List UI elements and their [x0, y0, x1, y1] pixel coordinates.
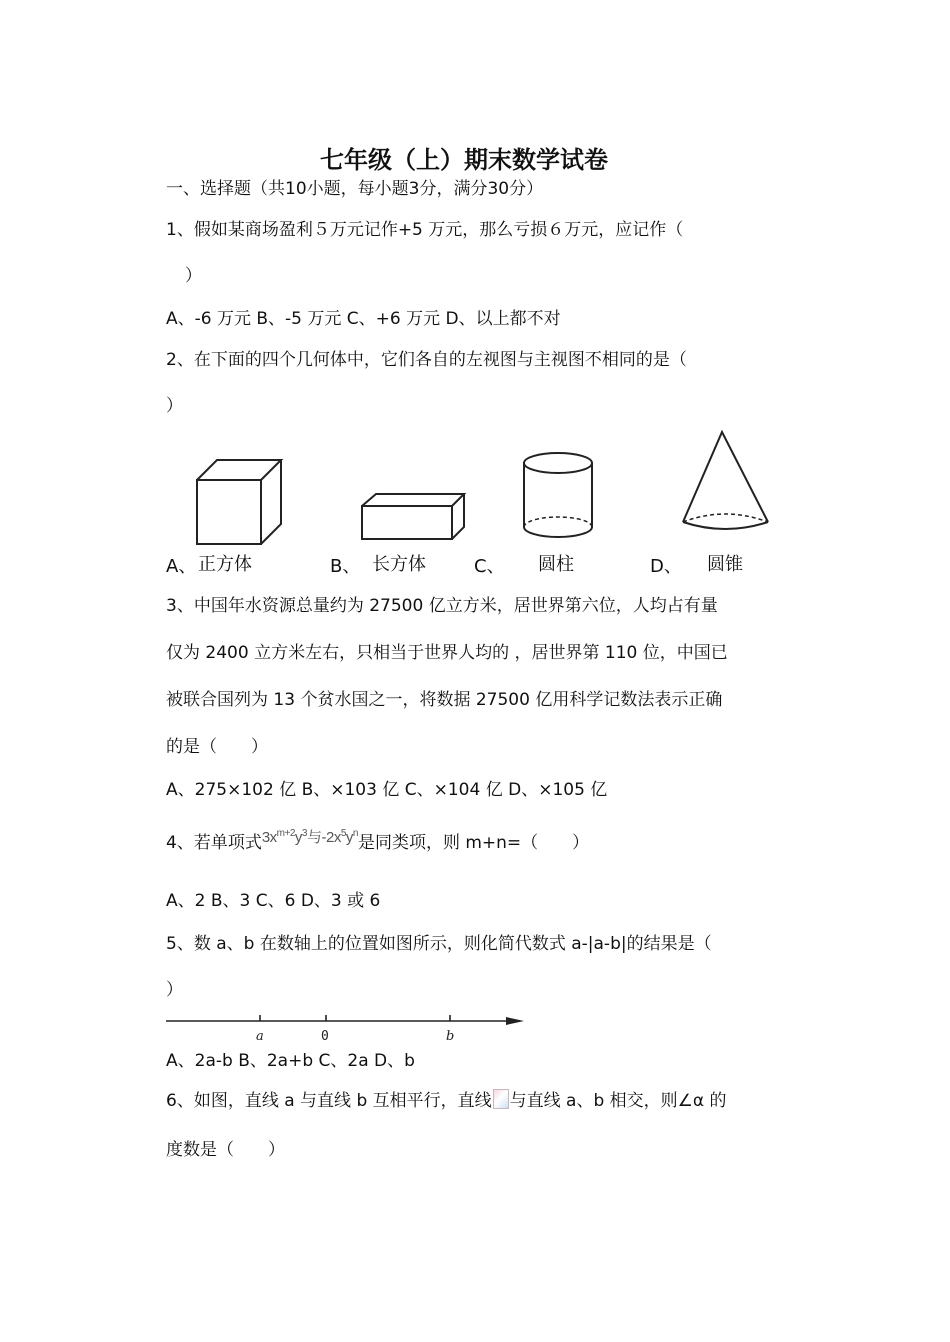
q4-options: A、2 B、3 C、6 D、3 或 6	[166, 891, 381, 911]
section-heading: 一、选择题（共10小题，每小题3分，满分30分）	[166, 179, 544, 199]
axis-label-0: 0	[321, 1029, 329, 1044]
q3-text-line1: 3、中国年水资源总量约为 27500 亿立方米，居世界第六位，人均占有量	[166, 596, 718, 616]
q2-option-c-letter: C、	[474, 556, 505, 577]
cone-figure	[680, 430, 772, 535]
number-line	[166, 1010, 528, 1050]
q6-suffix: 与直线 a、b 相交，则∠α 的	[509, 1091, 727, 1111]
cube-figure	[195, 458, 285, 548]
q2-option-a-letter: A、	[166, 556, 197, 577]
axis-label-a: a	[256, 1029, 264, 1044]
q5-text-line2: ）	[166, 980, 183, 1000]
arrow-icon	[506, 1017, 524, 1025]
q2-option-c-label: 圆柱	[538, 554, 574, 575]
broken-image-icon	[493, 1089, 509, 1109]
q2-text-line1: 2、在下面的四个几何体中，它们各自的左视图与主视图不相同的是（	[166, 350, 687, 370]
monomial-expression: $3x^{m+2}y^3$与$-2x^5y^n$	[261, 828, 358, 846]
q6-text-line1	[166, 1086, 727, 1111]
q3-text-line2: 仅为 2400 立方米左右，只相当于世界人均的 ，居世界第 110 位，中国已	[166, 643, 728, 663]
q3-options: A、275×102 亿 B、×103 亿 C、×104 亿 D、×105 亿	[166, 780, 608, 800]
q2-text-line2: ）	[166, 396, 183, 416]
q1-text-line2: ）	[185, 266, 202, 286]
q1-text-line1: 1、假如某商场盈利５万元记作+5 万元，那么亏损６万元，应记作（	[166, 220, 684, 240]
q3-text-line4: 的是（ ）	[166, 737, 268, 757]
cuboid-figure	[360, 492, 470, 542]
q2-option-a-label: 正方体	[198, 554, 252, 575]
axis-label-b: b	[446, 1029, 455, 1044]
q4-prefix: 4、若单项式	[166, 833, 262, 853]
q1-options: A、-6 万元 B、-5 万元 C、+6 万元 D、以上都不对	[166, 309, 561, 329]
q4-suffix: 是同类项，则 m+n=（ ）	[357, 833, 590, 853]
cylinder-figure	[520, 451, 596, 541]
q4-question	[166, 826, 589, 853]
q6-text-line2: 度数是（ ）	[166, 1140, 285, 1160]
page-title: 七年级（上）期末数学试卷	[320, 145, 608, 174]
q2-option-d-letter: D、	[650, 556, 682, 577]
q2-option-b-label: 长方体	[372, 554, 426, 575]
q2-option-b-letter: B、	[330, 556, 361, 577]
q2-option-d-label: 圆锥	[707, 554, 743, 575]
q3-text-line3: 被联合国列为 13 个贫水国之一，将数据 27500 亿用科学记数法表示正确	[166, 690, 723, 710]
q5-text-line1: 5、数 a、b 在数轴上的位置如图所示，则化简代数式 a-|a-b|的结果是（	[166, 934, 712, 954]
q5-options: A、2a-b B、2a+b C、2a D、b	[166, 1051, 415, 1071]
q6-prefix: 6、如图，直线 a 与直线 b 互相平行，直线	[166, 1091, 492, 1111]
